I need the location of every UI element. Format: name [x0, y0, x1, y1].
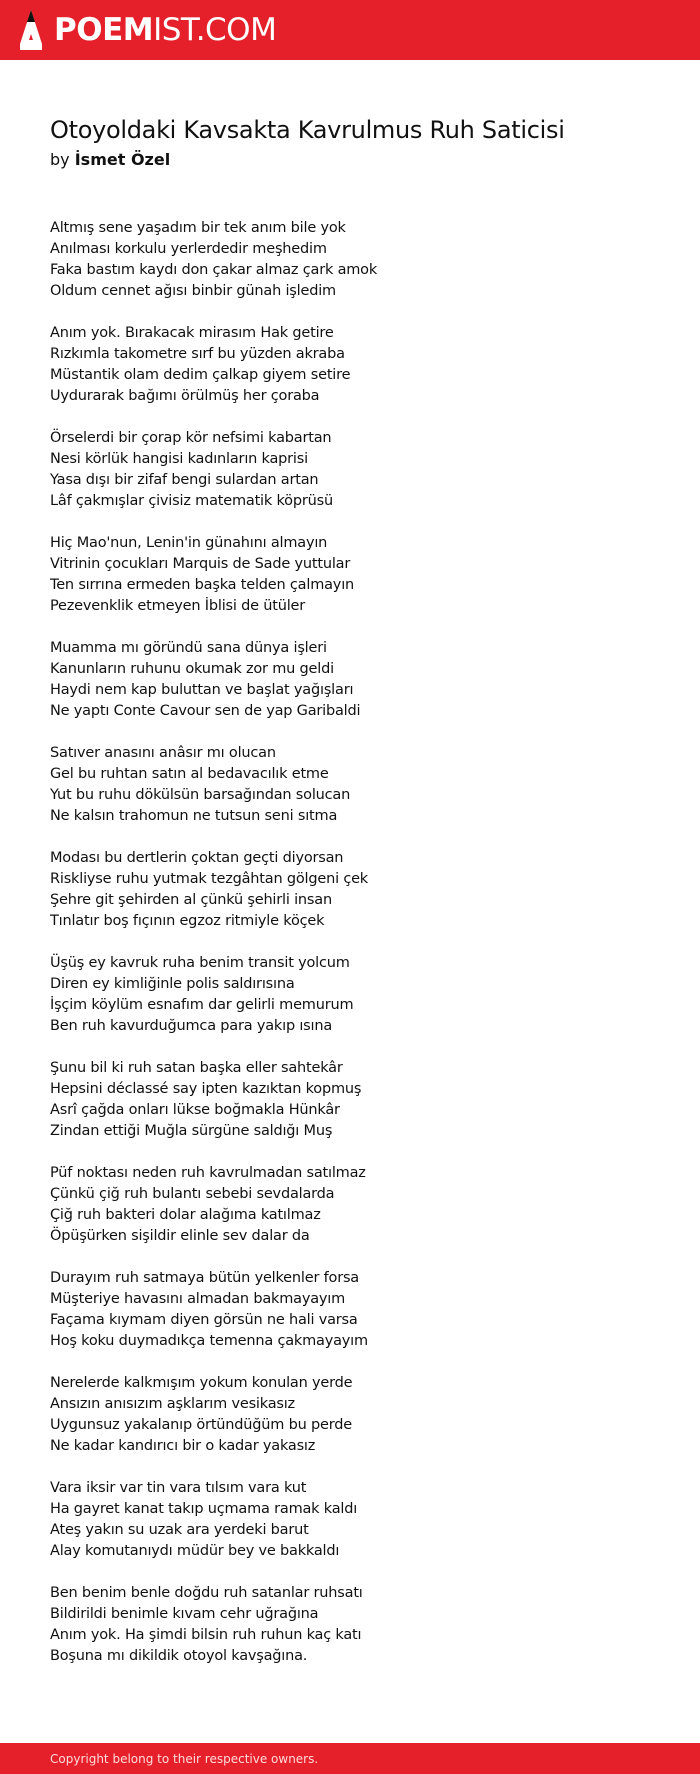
- poem-line: Müstantik olam dedim çalkap giyem setire: [50, 367, 351, 383]
- poem-body: [50, 218, 670, 1688]
- poem-line: Boşuna mı dikildik otoyol kavşağına.: [50, 1648, 308, 1664]
- poem-line: Anılması korkulu yerlerdedir meşhedim: [50, 241, 327, 257]
- poem-line: Rızkımla takometre sırf bu yüzden akraba: [50, 346, 345, 362]
- poem-line: Uygunsuz yakalanıp örtündüğüm bu perde: [50, 1417, 352, 1433]
- poem-line: Hoş koku duymadıkça temenna çakmayayım: [50, 1333, 368, 1349]
- poem-line: Çiğ ruh bakteri dolar alağıma katılmaz: [50, 1207, 321, 1223]
- poem-line: Oldum cennet ağısı binbir günah işledim: [50, 283, 336, 299]
- poem-line: Ateş yakın su uzak ara yerdeki barut: [50, 1522, 309, 1538]
- poem-stanza: [50, 218, 670, 302]
- poem-line: Şunu bil ki ruh satan başka eller sahtekâr: [50, 1060, 343, 1076]
- poem-stanza: [50, 533, 670, 617]
- poem-stanza: [50, 1058, 670, 1142]
- poem-line: Pezevenklik etmeyen İblisi de ütüler: [50, 598, 306, 614]
- poem-line: Ben ruh kavurduğumca para yakıp ısına: [50, 1018, 333, 1034]
- poem-line: Façama kıymam diyen görsün ne hali varsa: [50, 1312, 358, 1328]
- poem-stanza: [50, 1163, 670, 1247]
- poem-line: Altmış sene yaşadım bir tek anım bile yok: [50, 220, 346, 236]
- poem-line: Lâf çakmışlar çivisiz matematik köprüsü: [50, 493, 333, 509]
- poem-line: Kanunların ruhunu okumak zor mu geldi: [50, 661, 334, 677]
- poem-line: Anım yok. Bırakacak mirasım Hak getire: [50, 325, 334, 341]
- poem-line: Hepsini déclassé say ipten kazıktan kopmuş: [50, 1081, 362, 1097]
- author-name: İsmet Özel: [74, 150, 171, 169]
- poem-line: Anım yok. Ha şimdi bilsin ruh ruhun kaç katı: [50, 1627, 362, 1643]
- poem-stanza: [50, 743, 670, 827]
- poem-stanza: [50, 638, 670, 722]
- poem-line: Faka bastım kaydı don çakar almaz çark amok: [50, 262, 378, 278]
- logo-bold-text: POEM: [54, 12, 154, 48]
- poem-line: Yut bu ruhu dökülsün barsağından solucan: [50, 787, 351, 803]
- poem-line: Diren ey kimliğinle polis saldırısına: [50, 976, 295, 992]
- logo-light-text: IST.COM: [153, 12, 277, 48]
- poem-stanza: [50, 848, 670, 932]
- pencil-icon: [18, 8, 44, 52]
- poem-line: Ne kadar kandırıcı bir o kadar yakasız: [50, 1438, 316, 1454]
- poem-line: Müşteriye havasını almadan bakmayayım: [50, 1291, 346, 1307]
- poem-line: Ne kalsın trahomun ne tutsun seni sıtma: [50, 808, 338, 824]
- byline: [50, 149, 170, 171]
- poem-line: Örselerdi bir çorap kör nefsimi kabartan: [50, 430, 332, 446]
- poem-line: Tınlatır boş fıçının egzoz ritmiyle köçek: [50, 913, 325, 929]
- poem-line: Alay komutanıydı müdür bey ve bakkaldı: [50, 1543, 340, 1559]
- poem-line: Asrî çağda onları lükse boğmakla Hünkâr: [50, 1102, 340, 1118]
- site-header: [0, 0, 700, 60]
- poem-line: Zindan ettiği Muğla sürgüne saldığı Muş: [50, 1123, 333, 1139]
- site-footer: [0, 1743, 700, 1774]
- poem-line: Modası bu dertlerin çoktan geçti diyorsan: [50, 850, 344, 866]
- poem-line: Ten sırrına ermeden başka telden çalmayın: [50, 577, 355, 593]
- poem-line: Durayım ruh satmaya bütün yelkenler forsa: [50, 1270, 359, 1286]
- poem-line: Ben benim benle doğdu ruh satanlar ruhsatı: [50, 1585, 363, 1601]
- poem-line: Nerelerde kalkmışım yokum konulan yerde: [50, 1375, 353, 1391]
- poem-stanza: [50, 1583, 670, 1667]
- logo-wordmark: [54, 8, 276, 52]
- poem-line: Riskliyse ruhu yutmak tezgâhtan gölgeni çek: [50, 871, 369, 887]
- copyright-text: Copyright belong to their respective owners.: [50, 1752, 319, 1766]
- poem-line: Ne yaptı Conte Cavour sen de yap Garibaldi: [50, 703, 361, 719]
- poem-stanza: [50, 953, 670, 1037]
- poem-line: Gel bu ruhtan satın al bedavacılık etme: [50, 766, 329, 782]
- poem-line: Püf noktası neden ruh kavrulmadan satılmaz: [50, 1165, 366, 1181]
- poem-stanza: [50, 1478, 670, 1562]
- poem-stanza: [50, 428, 670, 512]
- poem-line: Uydurarak bağımı örülmüş her çoraba: [50, 388, 320, 404]
- poem-title: Otoyoldaki Kavsakta Kavrulmus Ruh Saticisi: [50, 116, 565, 144]
- poem-stanza: [50, 323, 670, 407]
- poem-line: Yasa dışı bir zifaf bengi sulardan artan: [50, 472, 319, 488]
- poem-line: Satıver anasını anâsır mı olucan: [50, 745, 276, 761]
- poem-line: Vitrinin çocukları Marquis de Sade yuttular: [50, 556, 351, 572]
- poem-line: İşçim köylüm esnafım dar gelirli memurum: [50, 997, 354, 1013]
- poem-line: Ha gayret kanat takıp uçmama ramak kaldı: [50, 1501, 358, 1517]
- poem-stanza: [50, 1373, 670, 1457]
- poem-line: Bildirildi benimle kıvam cehr uğrağına: [50, 1606, 319, 1622]
- poem-line: Öpüşürken sişildir elinle sev dalar da: [50, 1228, 310, 1244]
- poem-line: Haydi nem kap buluttan ve başlat yağışları: [50, 682, 354, 698]
- poem-line: Ansızın anısızım aşklarım vesikasız: [50, 1396, 295, 1412]
- poem-line: Hiç Mao'nun, Lenin'in günahını almayın: [50, 535, 328, 551]
- poem-line: Nesi körlük hangisi kadınların kaprisi: [50, 451, 308, 467]
- poem-line: Çünkü çiğ ruh bulantı sebebi sevdalarda: [50, 1186, 335, 1202]
- poem-line: Şehre git şehirden al çünkü şehirli insan: [50, 892, 332, 908]
- poem-line: Vara iksir var tin vara tılsım vara kut: [50, 1480, 307, 1496]
- by-label: by: [50, 150, 70, 169]
- poem-stanza: [50, 1268, 670, 1352]
- poem-line: Muamma mı göründü sana dünya işleri: [50, 640, 327, 656]
- poem-line: Üşüş ey kavruk ruha benim transit yolcum: [50, 955, 350, 971]
- site-logo[interactable]: [18, 8, 276, 52]
